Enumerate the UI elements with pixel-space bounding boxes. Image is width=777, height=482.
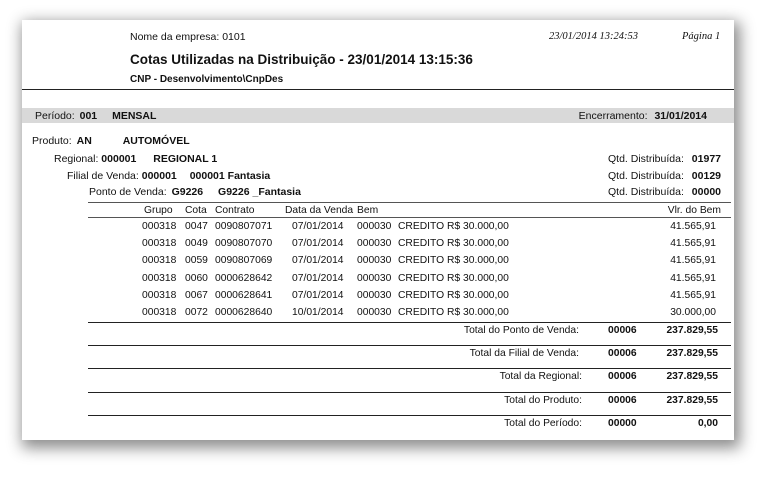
cell-cota: 0047 bbox=[185, 221, 208, 232]
branch-row bbox=[67, 170, 270, 182]
cell-contrato: 0000628640 bbox=[215, 307, 273, 318]
cell-cota: 0060 bbox=[185, 272, 208, 284]
period-name: MENSAL bbox=[112, 110, 157, 122]
period-row bbox=[35, 110, 156, 122]
branch-qty-label: Qtd. Distribuída: bbox=[608, 170, 684, 182]
period-code: 001 bbox=[79, 110, 98, 122]
pos-label: Ponto de Venda: bbox=[89, 186, 167, 198]
branch-qty: 00129 bbox=[691, 170, 721, 182]
pos-qty: 00000 bbox=[691, 186, 721, 198]
closing-label: Encerramento: bbox=[578, 110, 648, 122]
total-qty: 00006 bbox=[608, 395, 637, 406]
regional-label: Regional: bbox=[54, 153, 99, 165]
total-label: Total da Filial de Venda: bbox=[469, 348, 579, 359]
branch-label: Filial de Venda: bbox=[67, 170, 139, 182]
col-header-bem: Bem bbox=[357, 205, 379, 216]
total-value: 237.829,55 bbox=[666, 325, 718, 336]
total-qty: 00006 bbox=[608, 348, 637, 359]
cell-grupo: 000318 bbox=[142, 272, 177, 284]
cell-bem-code: 000030 bbox=[357, 221, 392, 232]
cell-bem-code: 000030 bbox=[357, 289, 392, 301]
pos-code: G9226 bbox=[171, 186, 204, 198]
cell-bem-desc: CREDITO R$ 30.000,00 bbox=[398, 289, 509, 301]
branch-code: 000001 bbox=[141, 170, 177, 182]
total-value: 237.829,55 bbox=[666, 395, 718, 406]
total-rule bbox=[88, 345, 731, 346]
cell-contrato: 0090807071 bbox=[215, 221, 273, 232]
col-header-contrato: Contrato bbox=[215, 205, 255, 216]
report-page bbox=[22, 20, 734, 440]
col-header-cota: Cota bbox=[185, 205, 207, 216]
table-header-rule bbox=[88, 217, 731, 218]
page-number: Página 1 bbox=[682, 31, 721, 42]
total-label: Total do Produto: bbox=[504, 395, 582, 406]
cell-valor: 41.565,91 bbox=[670, 289, 716, 301]
company-label: Nome da empresa: 0101 bbox=[130, 31, 246, 43]
header-divider bbox=[22, 89, 734, 90]
cell-contrato: 0000628642 bbox=[215, 272, 273, 284]
product-name: AUTOMÓVEL bbox=[122, 135, 190, 147]
regional-qty: 01977 bbox=[691, 153, 721, 165]
cell-data: 07/01/2014 bbox=[292, 272, 344, 284]
cell-data: 10/01/2014 bbox=[292, 307, 344, 318]
col-header-grupo: Grupo bbox=[144, 205, 173, 216]
cell-bem-desc: CREDITO R$ 30.000,00 bbox=[398, 221, 509, 232]
total-label: Total da Regional: bbox=[499, 371, 582, 382]
report-title: Cotas Utilizadas na Distribuição - 23/01/2014 13:15:36 bbox=[130, 52, 473, 67]
pos-row bbox=[89, 186, 301, 198]
table-top-rule bbox=[88, 202, 731, 203]
total-rule bbox=[88, 415, 731, 416]
regional-code: 000001 bbox=[101, 153, 137, 165]
product-row bbox=[32, 135, 190, 147]
regional-row bbox=[54, 153, 217, 165]
total-label: Total do Período: bbox=[504, 418, 582, 429]
regional-name: REGIONAL 1 bbox=[153, 153, 218, 165]
cell-bem-desc: CREDITO R$ 30.000,00 bbox=[398, 272, 509, 284]
timestamp: 23/01/2014 13:24:53 bbox=[549, 31, 638, 42]
cell-cota: 0067 bbox=[185, 289, 208, 301]
period-label: Período: bbox=[35, 110, 75, 122]
cell-data: 07/01/2014 bbox=[292, 255, 344, 267]
total-value: 237.829,55 bbox=[666, 348, 718, 359]
cell-valor: 30.000,00 bbox=[670, 307, 716, 318]
closing-row bbox=[579, 110, 707, 122]
cell-valor: 41.565,91 bbox=[670, 255, 716, 267]
cell-contrato: 0090807069 bbox=[215, 255, 273, 267]
cell-data: 07/01/2014 bbox=[292, 221, 344, 232]
cell-grupo: 000318 bbox=[142, 255, 177, 267]
total-value: 0,00 bbox=[697, 418, 718, 429]
cell-bem-desc: CREDITO R$ 30.000,00 bbox=[398, 238, 509, 250]
total-label: Total do Ponto de Venda: bbox=[463, 325, 579, 336]
total-qty: 00000 bbox=[608, 418, 637, 429]
cell-cota: 0049 bbox=[185, 238, 208, 250]
total-qty: 00006 bbox=[608, 371, 637, 382]
col-header-valor: Vlr. do Bem bbox=[667, 205, 721, 216]
closing-date: 31/01/2014 bbox=[654, 110, 707, 122]
cell-data: 07/01/2014 bbox=[292, 238, 344, 250]
cell-valor: 41.565,91 bbox=[670, 238, 716, 250]
pos-qty-label: Qtd. Distribuída: bbox=[608, 186, 684, 198]
cell-data: 07/01/2014 bbox=[292, 289, 344, 301]
cell-grupo: 000318 bbox=[142, 307, 177, 318]
product-code: AN bbox=[76, 135, 92, 147]
total-rule bbox=[88, 322, 731, 323]
cell-grupo: 000318 bbox=[142, 221, 177, 232]
cell-grupo: 000318 bbox=[142, 238, 177, 250]
cell-contrato: 0000628641 bbox=[215, 289, 273, 301]
total-value: 237.829,55 bbox=[666, 371, 718, 382]
cell-bem-code: 000030 bbox=[357, 272, 392, 284]
cell-bem-desc: CREDITO R$ 30.000,00 bbox=[398, 255, 509, 267]
cell-valor: 41.565,91 bbox=[670, 221, 716, 232]
report-subtitle: CNP - Desenvolvimento\CnpDes bbox=[130, 74, 284, 85]
cell-bem-desc: CREDITO R$ 30.000,00 bbox=[398, 307, 509, 318]
cell-cota: 0072 bbox=[185, 307, 208, 318]
total-qty: 00006 bbox=[608, 325, 637, 336]
cell-contrato: 0090807070 bbox=[215, 238, 273, 250]
total-rule bbox=[88, 392, 731, 393]
cell-bem-code: 000030 bbox=[357, 238, 392, 250]
cell-grupo: 000318 bbox=[142, 289, 177, 301]
cell-cota: 0059 bbox=[185, 255, 208, 267]
cell-valor: 41.565,91 bbox=[670, 272, 716, 284]
col-header-data: Data da Venda bbox=[285, 205, 354, 216]
product-label: Produto: bbox=[32, 135, 72, 147]
cell-bem-code: 000030 bbox=[357, 307, 392, 318]
branch-name: 000001 Fantasia bbox=[189, 170, 271, 182]
cell-bem-code: 000030 bbox=[357, 255, 392, 267]
pos-name: G9226 _Fantasia bbox=[218, 186, 301, 198]
total-rule bbox=[88, 368, 731, 369]
regional-qty-label: Qtd. Distribuída: bbox=[608, 153, 684, 165]
